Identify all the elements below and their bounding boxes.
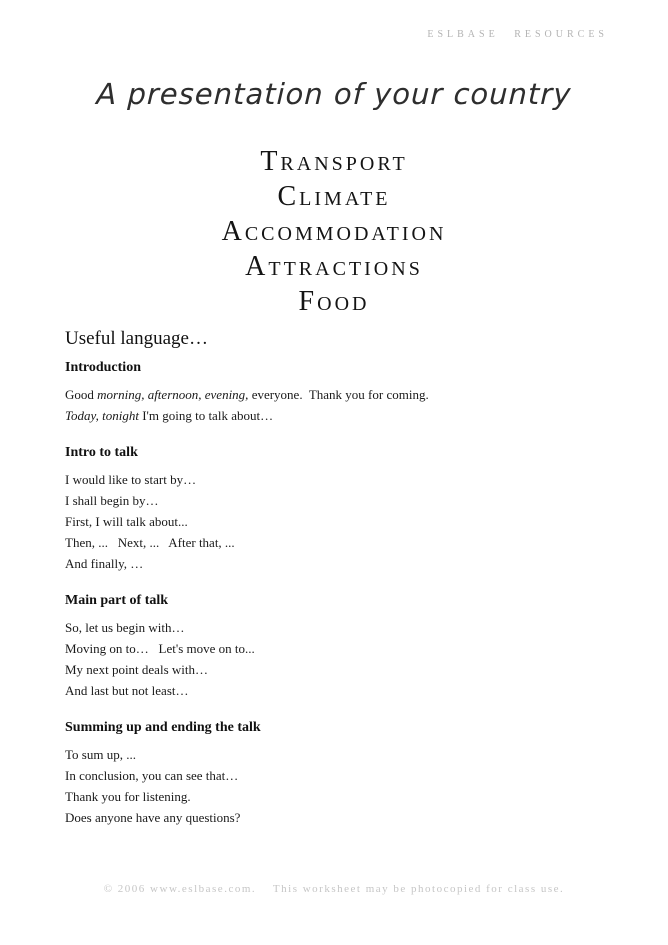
phrase-line xyxy=(65,744,613,765)
phrase-line xyxy=(65,765,613,786)
phrase-line xyxy=(65,617,613,638)
phrase-line xyxy=(65,659,613,680)
phrase-line xyxy=(65,469,613,490)
phrase-segment: First, I will talk about... xyxy=(65,514,188,529)
page-title: A presentation of your country xyxy=(95,77,573,111)
phrase-segment: Does anyone have any questions? xyxy=(65,810,241,825)
phrase-line xyxy=(65,807,613,828)
phrase-segment: morning, afternoon, evening, xyxy=(97,387,249,402)
footer-copyright: © 2006 www.eslbase.com. This worksheet may be photocopied for class use. xyxy=(103,883,565,895)
phrase-line xyxy=(65,786,613,807)
phrase-line xyxy=(65,553,613,574)
topic-item: Accommodation xyxy=(221,216,447,247)
phrase-segment: In conclusion, you can see that… xyxy=(65,768,239,783)
topic-item: Food xyxy=(298,286,370,317)
phrase-line xyxy=(65,532,613,553)
topics-list xyxy=(0,144,668,319)
language-section xyxy=(65,718,613,828)
phrase-segment: I would like to start by… xyxy=(65,472,197,487)
phrase-segment: I shall begin by… xyxy=(65,493,159,508)
brand-header: ESLBASE RESOURCES xyxy=(427,29,608,40)
phrase-segment: Good xyxy=(65,387,98,402)
phrase-line xyxy=(65,490,613,511)
phrase-segment: So, let us begin with… xyxy=(65,620,185,635)
phrase-segment: Today, tonight xyxy=(65,408,139,423)
useful-language-block xyxy=(65,327,613,828)
phrase-line xyxy=(65,680,613,701)
phrase-line xyxy=(65,511,613,532)
phrase-segment: My next point deals with… xyxy=(65,662,208,677)
phrase-line xyxy=(65,638,613,659)
section-heading: Main part of talk xyxy=(65,593,169,608)
language-section xyxy=(65,443,613,574)
phrase-segment: Moving on to… Let's move on to... xyxy=(65,641,255,656)
topic-item: Climate xyxy=(277,181,391,212)
useful-language-heading: Useful language… xyxy=(65,328,208,349)
section-heading: Summing up and ending the talk xyxy=(65,720,261,735)
section-heading: Introduction xyxy=(65,360,141,375)
phrase-segment: Thank you for listening. xyxy=(65,789,191,804)
language-section xyxy=(65,591,613,701)
phrase-segment: Then, ... Next, ... After that, ... xyxy=(65,535,235,550)
topic-item: Attractions xyxy=(245,251,423,282)
section-heading: Intro to talk xyxy=(65,445,138,460)
language-sections xyxy=(65,358,613,828)
topic-item: Transport xyxy=(260,146,408,177)
phrase-segment: And finally, … xyxy=(65,556,144,571)
phrase-line xyxy=(65,405,613,426)
phrase-segment: And last but not least… xyxy=(65,683,189,698)
phrase-segment: I'm going to talk about… xyxy=(138,408,274,423)
phrase-line xyxy=(65,384,613,405)
phrase-segment: To sum up, ... xyxy=(65,747,136,762)
phrase-segment: everyone. Thank you for coming. xyxy=(248,387,429,402)
language-section xyxy=(65,358,613,426)
